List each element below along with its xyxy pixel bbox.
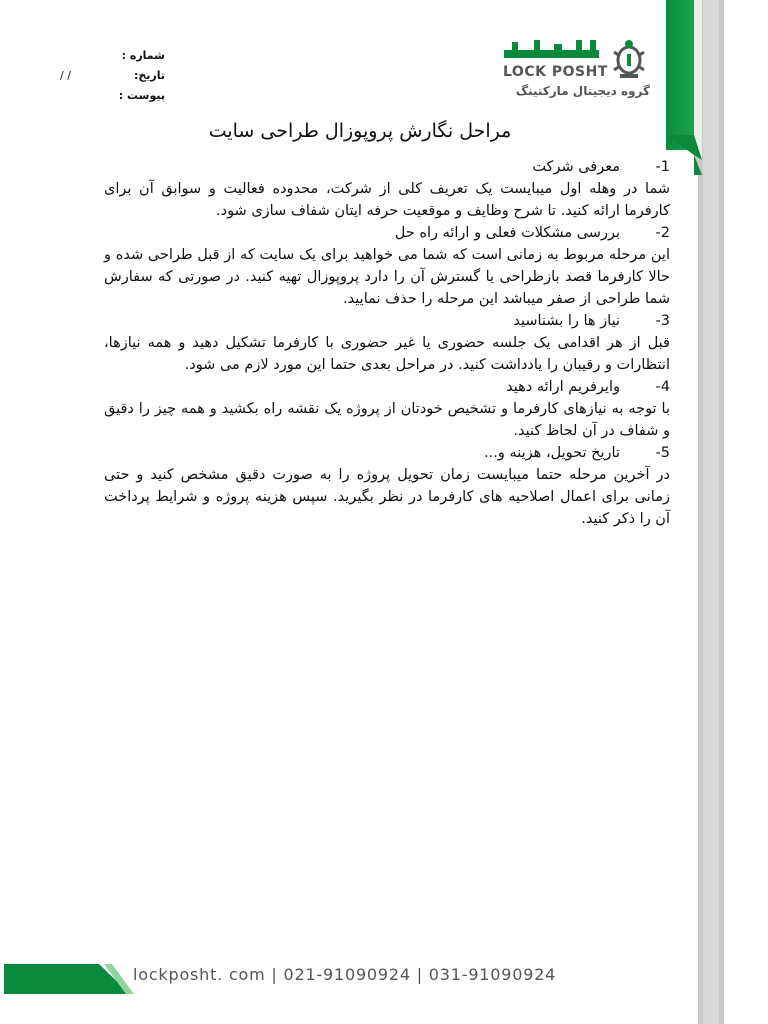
document-title: مراحل نگارش پروپوزال طراحی سایت: [208, 120, 512, 142]
step-item: [92, 442, 670, 530]
step-item: [92, 156, 670, 222]
step-heading: وایرفریم ارائه دهید: [506, 379, 620, 395]
step-item: [92, 222, 670, 310]
step-body: قبل از هر اقدامی یک جلسه حضوری یا غیر حضوری با کارفرما تشکیل دهید و همه نیازها، انتظارات و رقیبان را یادداشت کنید. در مراحل بعدی حتما این مورد لازم می شود.: [104, 335, 670, 373]
footer-contact: lockposht. com | 021-91090924 | 031-91090924: [133, 965, 557, 984]
step-heading: نیاز ها را بشناسید: [513, 313, 620, 329]
attachment-label: پیوست :: [118, 89, 165, 102]
decorative-green-strip: [666, 0, 694, 150]
step-body: با توجه به نیازهای کارفرما و تشخیص خودتان از پروژه یک نقشه راه بکشید و همه چیز را دقیق و شفاف در آن لحاظ کنید.: [104, 401, 670, 439]
step-number: -2: [655, 225, 670, 241]
step-body: این مرحله مربوط به زمانی است که شما می خواهید برای یک سایت که از قبل طراحی شده و حالا کارفرما قصد بازطراحی یا گسترش آن را دارد پروپوزال تهیه کنید. در صورتی که سفارش شما طراحی از صفر میباشد این مرحله را حذف نمایید.: [104, 247, 670, 307]
step-number: -5: [655, 445, 670, 461]
step-body: شما در وهله اول میبایست یک تعریف کلی از شرکت، محدوده فعالیت و سوابق آن برای کارفرما ارائه کنید. تا شرح وظایف و موقعیت حرفه ایتان شفاف سازی شود.: [104, 181, 670, 219]
document-body: [92, 156, 670, 530]
document-meta: [60, 46, 165, 106]
date-label: تاریخ:: [133, 69, 165, 82]
step-item: [92, 376, 670, 442]
footer-decorative-stripe: [4, 962, 134, 996]
logo-wordmark-fa: [504, 40, 599, 60]
decorative-side-band-inner: [703, 0, 719, 1024]
step-heading: بررسی مشکلات فعلی و ارائه راه حل: [394, 225, 620, 241]
logo-subtitle: گروه دیجیتال مارکتینگ: [515, 84, 650, 98]
step-body: در آخرین مرحله حتما میبایست زمان تحویل پروژه را به صورت دقیق مشخص کنید و حتی زمانی برای اعمال اصلاحیه های کارفرما در نظر بگیرید. سپس هزینه پروژه و شرایط پرداخت آن را ذکر کنید.: [104, 467, 670, 527]
date-slashes: / /: [60, 69, 71, 82]
number-label: شماره :: [121, 49, 165, 62]
step-number: -4: [655, 379, 670, 395]
step-number: -3: [655, 313, 670, 329]
step-item: [92, 310, 670, 376]
decorative-band-diagonal: [666, 135, 702, 175]
turtle-logo-icon: [608, 38, 650, 82]
step-heading: معرفی شرکت: [532, 159, 620, 175]
step-number: -1: [655, 159, 670, 175]
logo-wordmark-en: LOCK POSHT: [503, 64, 608, 80]
step-heading: تاریخ تحویل، هزینه و...: [484, 445, 620, 461]
